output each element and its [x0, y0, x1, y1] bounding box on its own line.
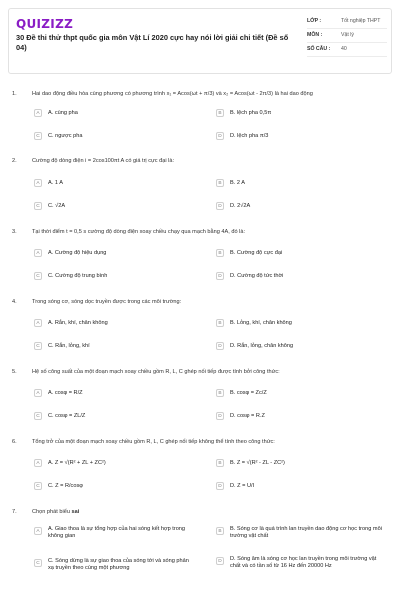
option-d[interactable]: [216, 409, 265, 423]
option-letter: B: [216, 319, 224, 327]
option-letter: B: [216, 249, 224, 257]
option-a[interactable]: [34, 316, 108, 330]
option-letter: D: [216, 412, 224, 420]
option-d[interactable]: [216, 339, 293, 353]
option-text: A. Cường độ hiệu dụng: [48, 250, 107, 256]
option-letter: A: [34, 389, 42, 397]
option-text: C. √2A: [48, 203, 66, 209]
option-b[interactable]: [216, 386, 267, 400]
option-d[interactable]: [216, 556, 386, 586]
question-text: Tổng trở của một đoạn mạch xoay chiều gồm R, L, C ghép nối tiếp không thể tính theo công thức:: [32, 439, 275, 445]
question-text: Trong sóng cơ, sóng dọc truyền được trong các môi trường:: [32, 299, 182, 305]
question-4: [12, 298, 392, 306]
question-text: Hệ số công suất của một đoạn mạch xoay chiều gồm R, L, C ghép nối tiếp được tính bởi công thức:: [32, 369, 280, 375]
question-3: [12, 228, 392, 236]
option-letter: A: [34, 527, 42, 535]
option-letter: B: [216, 527, 224, 535]
option-text: A. Giao thoa là sự tổng hợp của hai sóng kết hợp trong không gian: [48, 526, 186, 539]
question-number: 3.: [12, 229, 17, 235]
question-text: Hai dao động điều hòa cùng phương có phương trình x₁ = Acos(ωt + π/3) và x₂ = Acos(ωt - 2π/3) là hai dao động: [32, 91, 313, 97]
option-c[interactable]: [34, 129, 82, 143]
question-number: 2.: [12, 158, 17, 164]
option-letter: D: [216, 482, 224, 490]
option-letter: C: [34, 559, 42, 567]
option-text: D. Cường độ tức thời: [230, 273, 284, 279]
question-number: 7.: [12, 509, 17, 515]
option-text: C. Rắn, lỏng, khí: [48, 343, 90, 349]
question-1: [12, 90, 392, 98]
class-value: Tốt nghiệp THPT: [341, 18, 381, 24]
option-letter: A: [34, 319, 42, 327]
option-letter: B: [216, 459, 224, 467]
question-number: 5.: [12, 369, 17, 375]
option-text: D. lệch pha π/3: [230, 133, 269, 139]
option-d[interactable]: [216, 199, 250, 213]
option-d[interactable]: [216, 129, 268, 143]
option-c[interactable]: [34, 409, 85, 423]
option-d[interactable]: [216, 269, 283, 283]
option-text: B. lệch pha 0,5π: [230, 110, 272, 116]
option-b[interactable]: [216, 456, 285, 470]
question-number: 6.: [12, 439, 17, 445]
option-b[interactable]: [216, 526, 386, 548]
option-text: D. 2√2A: [230, 203, 251, 209]
option-b[interactable]: [216, 316, 292, 330]
count-value: 40: [341, 46, 347, 52]
option-letter: A: [34, 179, 42, 187]
option-text: B. Lỏng, khí, chân không: [230, 320, 292, 326]
option-text: B. 2 A: [230, 180, 245, 186]
option-c[interactable]: [34, 269, 107, 283]
meta-count-row: [307, 43, 387, 57]
option-letter: D: [216, 342, 224, 350]
option-d[interactable]: [216, 479, 254, 493]
meta-subject-row: [307, 29, 387, 43]
option-text: D. Z = U/I: [230, 483, 255, 489]
option-text: A. Rắn, khí, chân không: [48, 320, 108, 326]
option-text: A. cùng pha: [48, 110, 78, 116]
question-emphasis: sai: [71, 509, 80, 515]
question-number: 4.: [12, 299, 17, 305]
count-label: SỐ CÂU :: [307, 46, 331, 52]
option-text: D. Rắn, lỏng, chân không: [230, 343, 294, 349]
option-letter: D: [216, 272, 224, 280]
worksheet-meta: [307, 15, 387, 57]
subject-label: MÔN :: [307, 32, 323, 38]
option-text: C. cosφ = ZL/Z: [48, 413, 86, 419]
option-c[interactable]: [34, 199, 65, 213]
option-letter: C: [34, 132, 42, 140]
option-text: D. cosφ = R.Z: [230, 413, 265, 419]
option-a[interactable]: [34, 106, 78, 120]
worksheet-title: 30 Đề thi thử thpt quốc gia môn Vật Lí 2020 cực hay nói lời giải chi tiết (Đề số 04): [16, 33, 289, 52]
option-letter: C: [34, 482, 42, 490]
option-text: A. cosφ = R/Z: [48, 390, 83, 396]
meta-class-row: [307, 15, 387, 29]
option-letter: A: [34, 109, 42, 117]
worksheet-header: [8, 8, 392, 74]
question-text-main: Chọn phát biểu: [32, 509, 70, 515]
option-text: B. Z = √(R² - ZL - ZC²): [230, 460, 285, 466]
option-c[interactable]: [34, 479, 83, 493]
option-a[interactable]: [34, 176, 63, 190]
question-text: [32, 508, 392, 516]
quizizz-logo: QUIZIZZ: [16, 17, 74, 31]
question-text: Cường độ dòng điện i = 2cos100πt A có giá trị cực đại là:: [32, 158, 175, 164]
option-letter: D: [216, 132, 224, 140]
option-letter: C: [34, 342, 42, 350]
option-c[interactable]: [34, 558, 194, 580]
option-text: B. Sóng cơ là quá trình lan truyền dao động cơ học trong môi trường vật chất: [230, 526, 382, 539]
option-text: B. Cường độ cực đại: [230, 250, 283, 256]
option-letter: D: [216, 202, 224, 210]
option-text: B. cosφ = Zc/Z: [230, 390, 267, 396]
option-letter: D: [216, 557, 224, 565]
question-text: Tại thời điểm t = 0,5 s cường độ dòng điện xoay chiều chạy qua mạch bằng 4A, đó là:: [32, 229, 246, 235]
option-b[interactable]: [216, 106, 271, 120]
option-text: D. Sóng âm là sóng cơ học lan truyền trong môi trường vật chất và có tần số từ 16 Hz đến 20000 Hz: [230, 556, 377, 569]
question-7: [12, 508, 392, 516]
option-letter: C: [34, 202, 42, 210]
question-6: [12, 438, 392, 446]
option-text: C. Cường độ trung bình: [48, 273, 108, 279]
subject-value: Vật lý: [341, 32, 354, 38]
option-text: C. Z = R/cosφ: [48, 483, 83, 489]
option-b[interactable]: [216, 176, 245, 190]
option-letter: C: [34, 272, 42, 280]
option-letter: B: [216, 389, 224, 397]
option-c[interactable]: [34, 339, 90, 353]
option-a[interactable]: [34, 246, 106, 260]
question-2: [12, 157, 392, 165]
option-text: A. Z = √(R² + ZL + ZC²): [48, 460, 106, 466]
question-5: [12, 368, 392, 376]
option-letter: A: [34, 249, 42, 257]
option-text: C. ngược pha: [48, 133, 83, 139]
option-b[interactable]: [216, 246, 282, 260]
option-a[interactable]: [34, 526, 194, 548]
option-letter: B: [216, 179, 224, 187]
option-text: A. 1 A: [48, 180, 63, 186]
option-a[interactable]: [34, 456, 106, 470]
class-label: LỚP :: [307, 18, 322, 24]
option-letter: B: [216, 109, 224, 117]
option-letter: A: [34, 459, 42, 467]
option-letter: C: [34, 412, 42, 420]
option-a[interactable]: [34, 386, 83, 400]
question-number: 1.: [12, 91, 17, 97]
option-text: C. Sóng dừng là sự giao thoa của sóng tới và sóng phản xạ truyền theo cùng một phương: [48, 558, 189, 571]
